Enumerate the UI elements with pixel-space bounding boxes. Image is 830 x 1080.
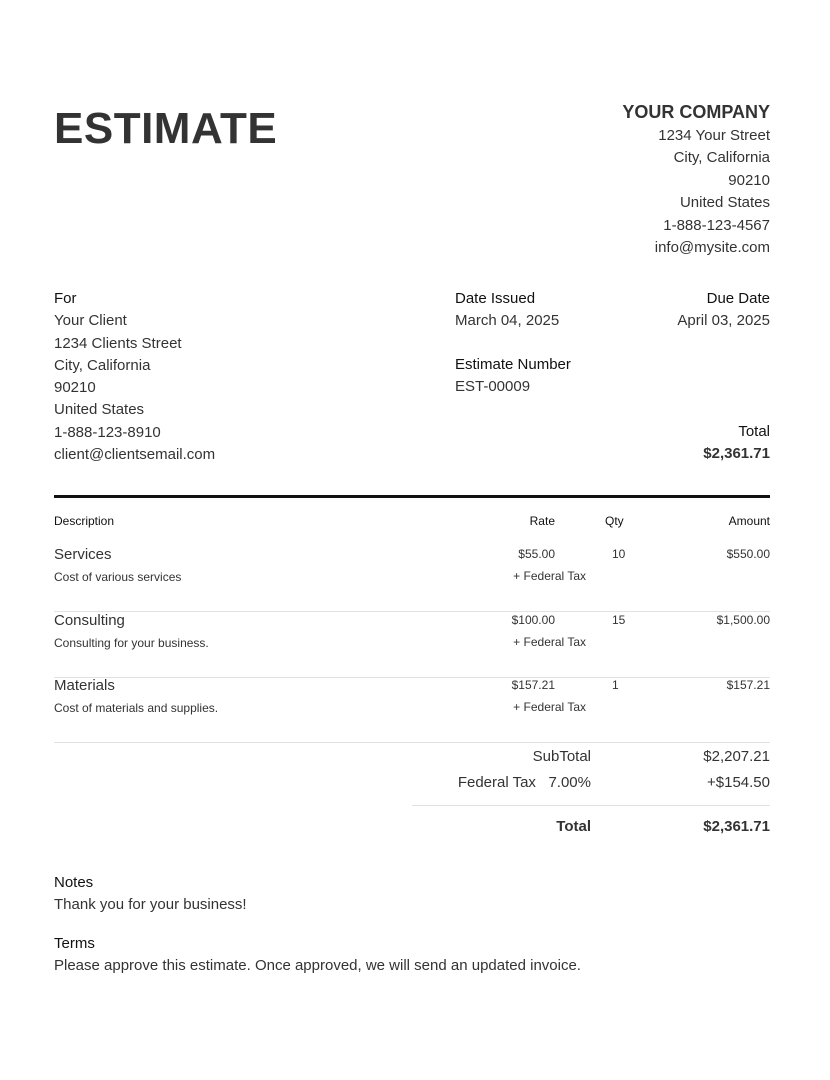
item-tax: + Federal Tax	[513, 635, 586, 649]
header-amount: Amount	[728, 514, 770, 528]
client-label: For	[54, 290, 77, 307]
item-rate: $100.00	[511, 613, 555, 627]
header-description: Description	[54, 514, 115, 528]
table-row	[54, 612, 770, 678]
tax-value: +$154.50	[707, 774, 770, 791]
subtotal-value: $2,207.21	[703, 748, 770, 765]
terms-label: Terms	[54, 935, 95, 952]
date-issued-value: March 04, 2025	[455, 312, 560, 330]
table-header	[54, 514, 770, 532]
date-issued-label: Date Issued	[455, 290, 536, 307]
item-rate: $157.21	[511, 678, 555, 692]
due-date-value: April 03, 2025	[677, 312, 770, 330]
client-street: 1234 Clients Street	[54, 334, 182, 352]
table-row	[54, 677, 770, 743]
due-date-block	[677, 288, 770, 333]
item-description: Consulting for your business.	[54, 636, 209, 650]
subtotal-label: SubTotal	[532, 748, 591, 765]
item-amount: $157.21	[726, 678, 770, 692]
table-row	[54, 546, 770, 612]
company-info	[622, 100, 770, 259]
item-name: Consulting	[54, 612, 125, 629]
item-rate: $55.00	[518, 547, 555, 561]
item-qty: 10	[612, 547, 626, 561]
client-name: Your Client	[54, 312, 127, 330]
document-title: ESTIMATE	[54, 104, 278, 153]
item-description: Cost of various services	[54, 570, 182, 584]
due-date-label: Due Date	[706, 290, 770, 307]
notes-section	[54, 872, 247, 916]
item-name: Materials	[54, 677, 115, 694]
terms-section	[54, 933, 581, 977]
tax-label-group	[458, 774, 591, 791]
estimate-number-label: Estimate Number	[455, 356, 571, 373]
client-email: client@clientsemail.com	[54, 446, 216, 464]
client-zip: 90210	[54, 379, 96, 397]
header-rate: Rate	[529, 514, 555, 528]
client-info	[54, 288, 215, 466]
company-zip: 90210	[728, 171, 770, 189]
header-total-value: $2,361.71	[703, 445, 770, 463]
company-phone: 1-888-123-4567	[663, 216, 770, 234]
client-phone: 1-888-123-8910	[54, 423, 161, 441]
header-total-label: Total	[738, 423, 770, 440]
item-qty: 1	[612, 678, 619, 692]
company-country: United States	[679, 194, 770, 212]
summary-divider	[412, 805, 770, 806]
item-amount: $550.00	[726, 547, 770, 561]
item-amount: $1,500.00	[716, 613, 770, 627]
grand-total-line	[410, 818, 770, 840]
tax-label: Federal Tax	[457, 774, 536, 791]
company-name: YOUR COMPANY	[622, 102, 770, 122]
item-tax: + Federal Tax	[513, 700, 586, 714]
grand-total-value: $2,361.71	[703, 818, 770, 835]
client-country: United States	[54, 401, 145, 419]
table-top-divider	[54, 495, 770, 498]
item-tax: + Federal Tax	[513, 569, 586, 583]
estimate-number-value: EST-00009	[455, 378, 531, 396]
header-qty: Qty	[605, 514, 624, 528]
notes-text: Thank you for your business!	[54, 896, 247, 913]
terms-text: Please approve this estimate. Once approved, we will send an updated invoice.	[54, 957, 581, 974]
estimate-number-block	[455, 354, 571, 399]
tax-line	[410, 774, 770, 796]
header-total-block	[703, 421, 770, 466]
notes-label: Notes	[54, 874, 94, 891]
subtotal-line	[410, 748, 770, 770]
company-street: 1234 Your Street	[658, 127, 770, 144]
grand-total-label: Total	[556, 818, 591, 835]
item-description: Cost of materials and supplies.	[54, 701, 219, 715]
item-qty: 15	[612, 613, 626, 627]
tax-rate: 7.00%	[548, 774, 591, 791]
company-city: City, California	[673, 149, 770, 167]
item-name: Services	[54, 546, 112, 563]
client-city: City, California	[54, 356, 151, 374]
company-email: info@mysite.com	[654, 239, 770, 257]
date-issued-block	[455, 288, 559, 333]
